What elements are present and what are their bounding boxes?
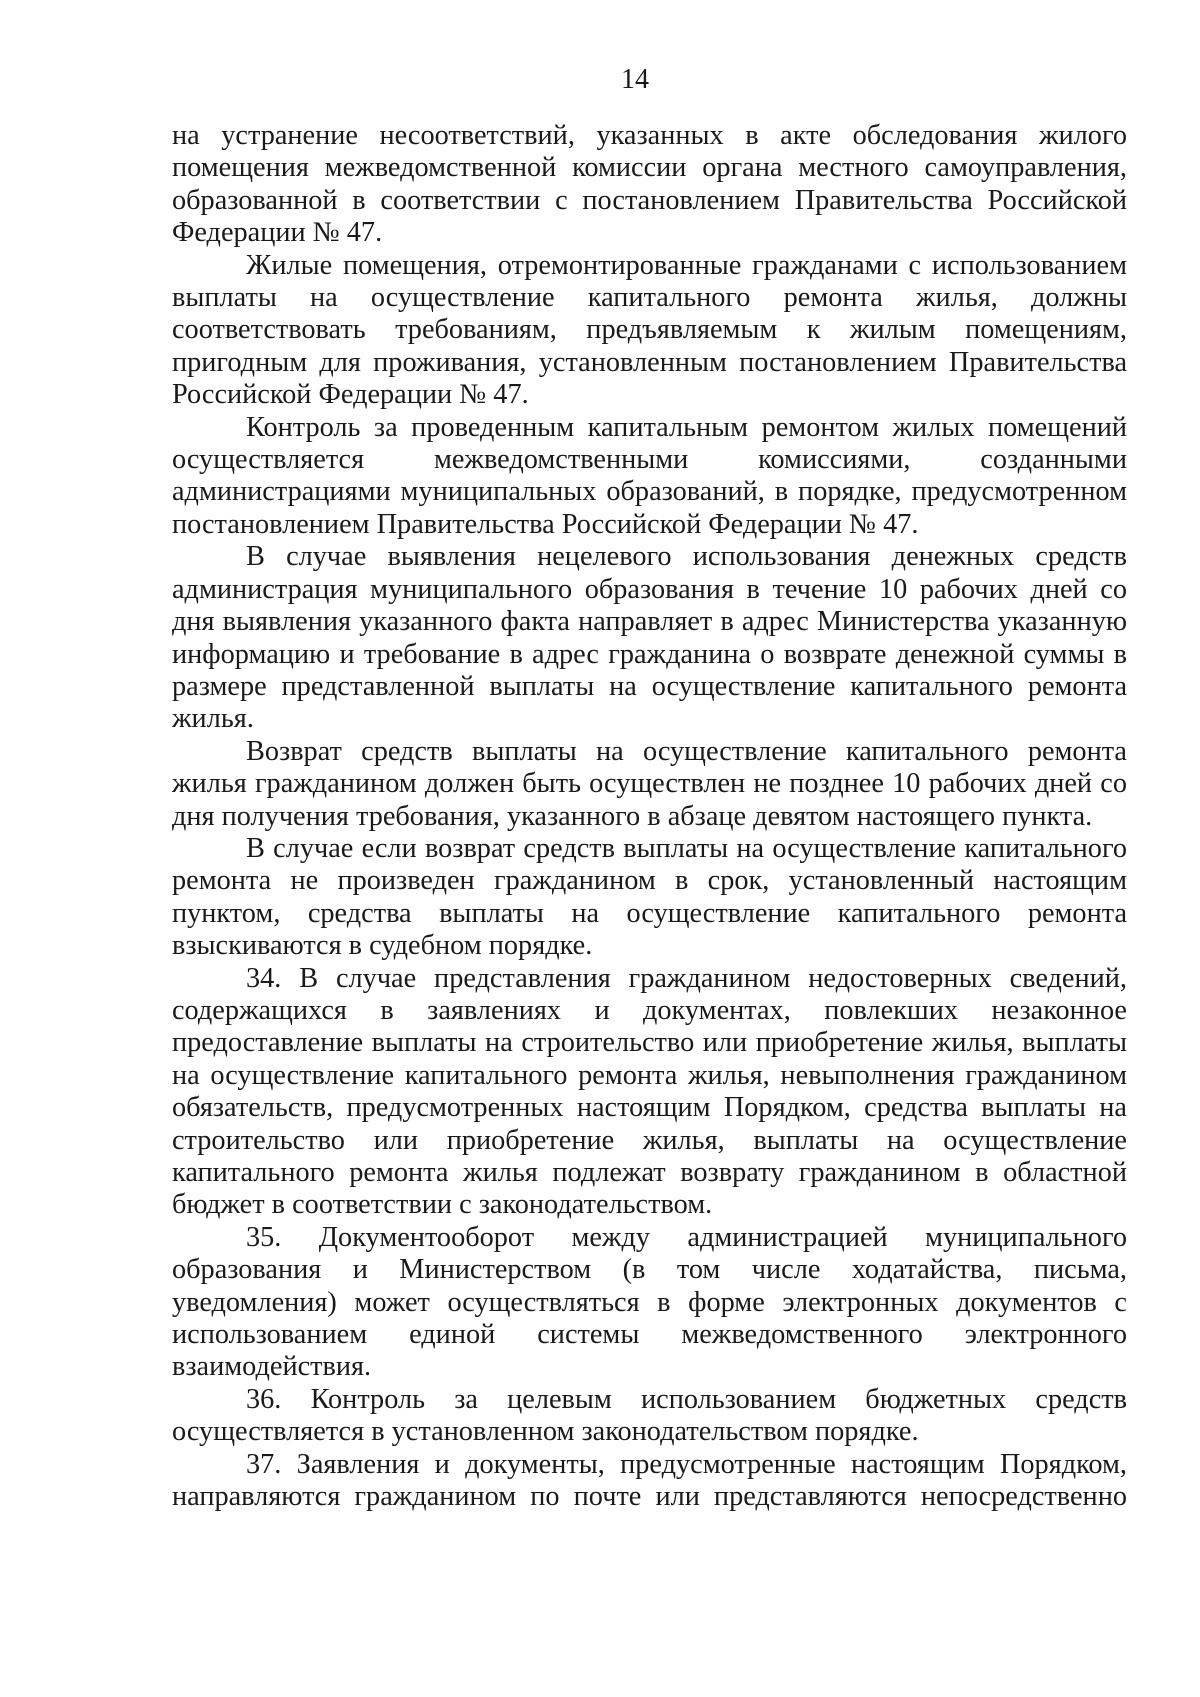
paragraph: Возврат средств выплаты на осуществление капитального ремонта жилья гражданином должен быть осуществлен не позднее 10 рабочих дней со дня получения требования, указанного в абзаце девятом настоящего пункта.	[172, 735, 1127, 832]
paragraph-clause-36: 36. Контроль за целевым использованием бюджетных средств осуществляется в установленном законодательством порядке.	[172, 1383, 1127, 1448]
paragraph: В случае если возврат средств выплаты на осуществление капитального ремонта не произведен гражданином в срок, установленный настоящим пунктом, средства выплаты на осуществление капитального ремонта взыскиваются в судебном порядке.	[172, 832, 1127, 962]
paragraph: на устранение несоответствий, указанных в акте обследования жилого помещения межведомственной комиссии органа местного самоуправления, образованной в соответствии с постановлением Правительства Российской Федерации № 47.	[172, 120, 1127, 249]
paragraph-clause-37: 37. Заявления и документы, предусмотренные настоящим Порядком, направляются гражданином по почте или представляются непосредственно	[172, 1448, 1127, 1513]
paragraph: Жилые помещения, отремонтированные гражданами с использованием выплаты на осуществление капитального ремонта жилья, должны соответствовать требованиям, предъявляемым к жилым помещениям, пригодным для проживания, установленным постановлением Правительства Российской Федерации № 47.	[172, 249, 1127, 411]
paragraph-clause-34: 34. В случае представления гражданином недостоверных сведений, содержащихся в заявлениях и документах, повлекших незаконное предоставление выплаты на строительство или приобретение жилья, выплаты на осуществление капитального ремонта жилья, невыполнения гражданином обязательств, предусмотренных настоящим Порядком, средства выплаты на строительство или приобретение жилья, выплаты на осуществление капитального ремонта жилья подлежат возврату гражданином в областной бюджет в соответствии с законодательством.	[172, 962, 1127, 1221]
paragraph: В случае выявления нецелевого использования денежных средств администрация муниципального образования в течение 10 рабочих дней со дня выявления указанного факта направляет в адрес Министерства указанную информацию и требование в адрес гражданина о возврате денежной суммы в размере представленной выплаты на осуществление капитального ремонта жилья.	[172, 541, 1127, 735]
paragraph: Контроль за проведенным капитальным ремонтом жилых помещений осуществляется межведомственными комиссиями, созданными администрациями муниципальных образований, в порядке, предусмотренном постановлением Правительства Российской Федерации № 47.	[172, 411, 1127, 540]
paragraph-clause-35: 35. Документооборот между администрацией муниципального образования и Министерством (в том числе ходатайства, письма, уведомления) может осуществляться в форме электронных документов с использованием единой системы межведомственного электронного взаимодействия.	[172, 1221, 1127, 1383]
page-number: 14	[621, 64, 649, 95]
document-body	[172, 120, 1127, 1513]
